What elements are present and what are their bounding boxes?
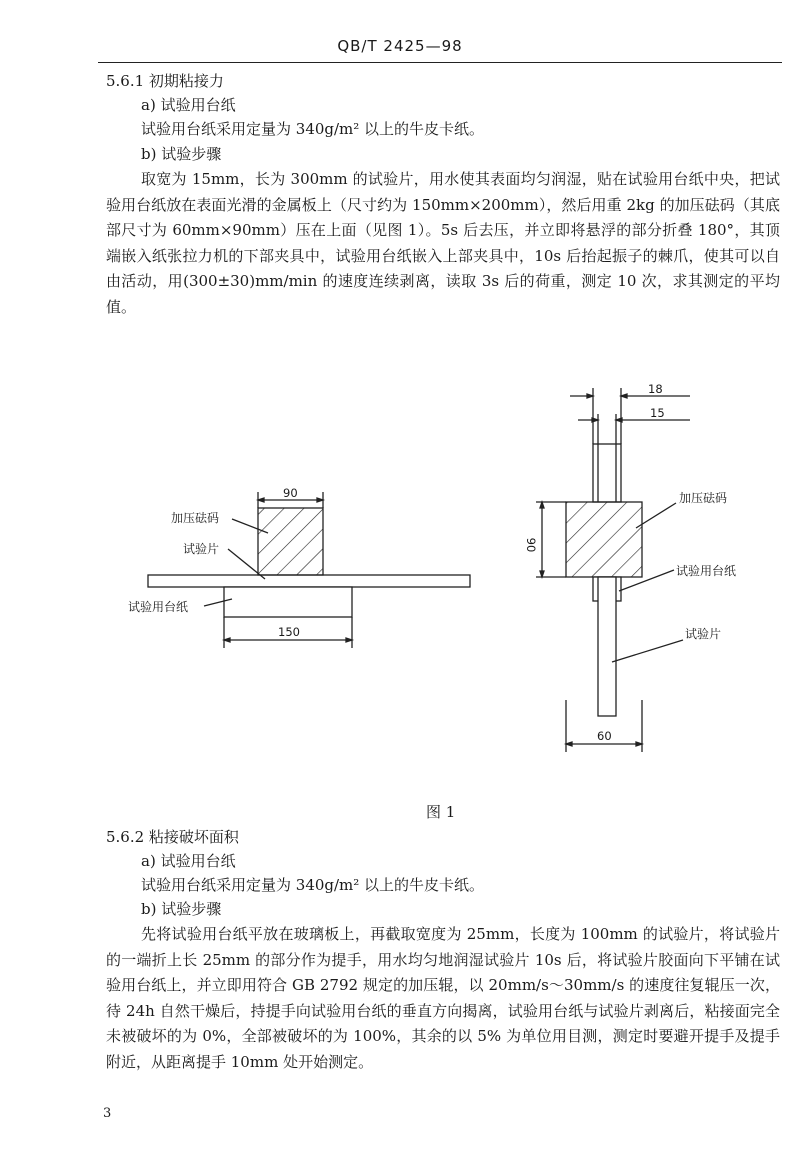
- section-562-b-text: 先将试验用台纸平放在玻璃板上，再截取宽度为 25mm，长度为 100mm 的试验片，将试验片的一端折上长 25mm 的部分作为提手，用水均匀地润湿试验片 10s 后，将试验片胶面向下平铺在试验用台纸上，并立即用符合 GB 2792 规定的加压辊，以 20mm/s～30mm/s 的速度往复辊压一次，待 24h 自然干燥后，持提手向试验用台纸的垂直方向揭离，试验用台纸与试验片剥离后，粘接面完全未被破坏的为 0%，全部被破坏的为 100%，其余的以 5% 为单位用目测，测定时要避开提手及提手附近，从距离提手 10mm 处开始测定。: [106, 925, 780, 1071]
- section-561-b-label: b) 试验步骤: [141, 145, 222, 163]
- section-561-heading: 5.6.1 初期粘接力: [106, 72, 224, 90]
- right-dim-15: 15: [650, 406, 665, 420]
- figure-caption: 图 1: [426, 803, 456, 821]
- right-upper-board: [593, 444, 621, 502]
- left-board: [224, 587, 352, 617]
- right-view: [536, 388, 690, 752]
- right-weight: [566, 502, 642, 577]
- left-board-label: 试验用台纸: [128, 600, 189, 614]
- section-562-heading: 5.6.2 粘接破坏面积: [106, 828, 239, 846]
- section-561-a-text: 试验用台纸采用定量为 340g/m² 以上的牛皮卡纸。: [141, 120, 485, 138]
- left-specimen-label: 试验片: [183, 542, 220, 556]
- right-dim-60: 60: [597, 729, 612, 743]
- right-specimen-strip: [598, 577, 616, 716]
- page-number: 3: [103, 1106, 112, 1121]
- left-dim-150: 150: [278, 625, 300, 639]
- figure-1-diagram: [0, 370, 800, 810]
- left-weight: [258, 508, 323, 575]
- standard-number-header: QB/T 2425—98: [337, 37, 463, 55]
- right-weight-label: 加压砝码: [679, 491, 728, 505]
- right-dim-90: 90: [524, 537, 538, 553]
- section-561-a-label: a) 试验用台纸: [141, 96, 236, 114]
- section-562-b-label: b) 试验步骤: [141, 900, 222, 918]
- header-rule: [98, 62, 782, 63]
- section-562-a-text: 试验用台纸采用定量为 340g/m² 以上的牛皮卡纸。: [141, 876, 485, 894]
- right-specimen-label: 试验片: [685, 627, 722, 641]
- left-specimen-strip: [148, 575, 470, 587]
- section-561-b-text: 取宽为 15mm，长为 300mm 的试验片，用水使其表面均匀润湿，贴在试验用台纸中央，把试验用台纸放在表面光滑的金属板上（尺寸约为 150mm×200mm），然后用重 2kg 的加压砝码（其底部尺寸为 60mm×90mm）压在上面（见图 1）。5s 后去压，并立即将悬浮的部分折叠 180°，其顶端嵌入纸张拉力机的下部夹具中，试验用台纸嵌入上部夹具中，10s 后抬起振子的棘爪，使其可以自由活动，用(300±30)mm/min 的速度连续剥离，读取 3s 后的荷重，测定 10 次，求其测定的平均值。: [106, 170, 780, 316]
- left-weight-label: 加压砝码: [171, 511, 220, 525]
- right-board-label: 试验用台纸: [676, 564, 737, 578]
- section-562-a-label: a) 试验用台纸: [141, 852, 236, 870]
- left-dim-90: 90: [283, 486, 298, 500]
- right-dim-18: 18: [648, 382, 663, 396]
